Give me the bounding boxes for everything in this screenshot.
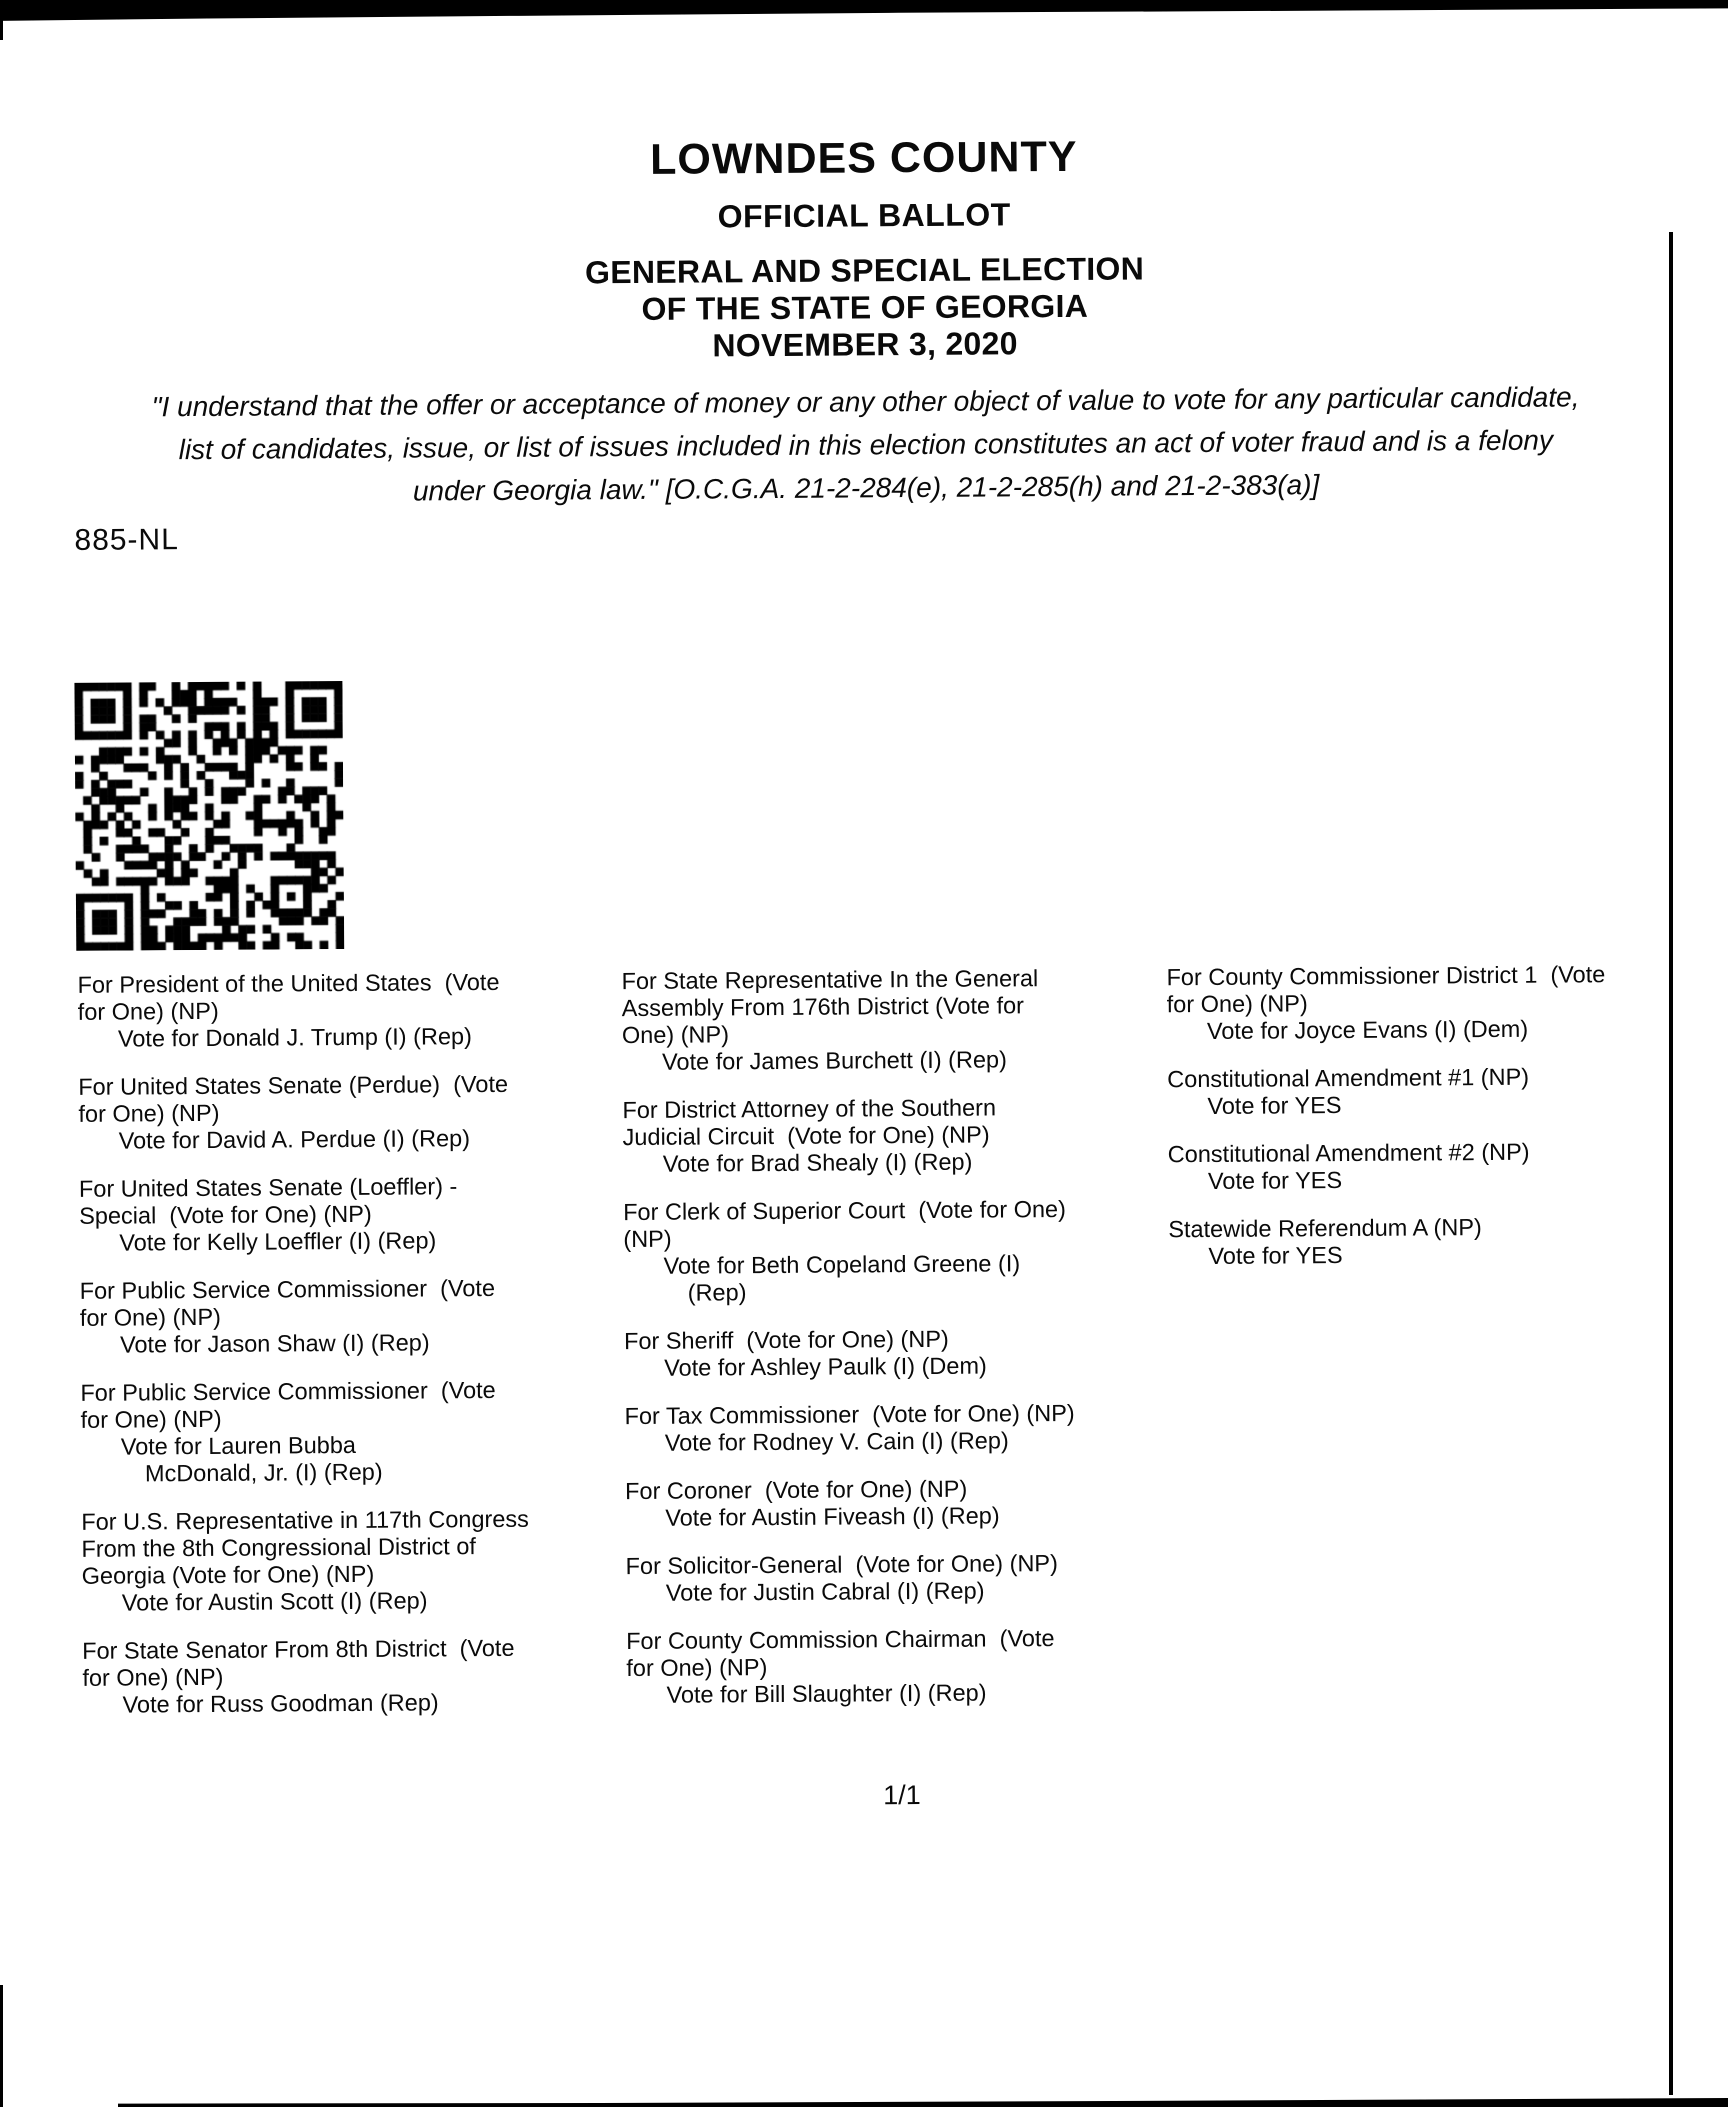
contest-title-line: (NP) [623, 1225, 672, 1253]
contest-title-line: Constitutional Amendment #2 (NP) [1167, 1138, 1530, 1168]
election-line: GENERAL AND SPECIAL ELECTION [584, 250, 1145, 291]
contest-title-line: For Tax Commissioner (Vote for One) (NP) [624, 1399, 1075, 1430]
contest-us-senate-perdue [78, 1070, 619, 1155]
contest-district-attorney [622, 1093, 1173, 1178]
election-line: OF THE STATE OF GEORGIA [641, 287, 1089, 327]
contest-selection-line: Vote for Donald J. Trump (I) (Rep) [117, 1023, 472, 1052]
contest-selection-line: Vote for Justin Cabral (I) (Rep) [665, 1577, 985, 1606]
contest-selection-line: Vote for Lauren Bubba [120, 1431, 357, 1460]
contest-title-line: For County Commission Chairman (Vote [626, 1625, 1055, 1655]
contest-title-line: for One) (NP) [77, 997, 219, 1025]
contest-solicitor-general [626, 1549, 1176, 1607]
contest-title-line: Special (Vote for One) (NP) [79, 1200, 372, 1229]
contest-title-line: for One) (NP) [79, 1303, 221, 1331]
contest-title-line: For United States Senate (Perdue) (Vote [78, 1070, 509, 1100]
contest-title-line: For Coroner (Vote for One) (NP) [625, 1475, 968, 1505]
contest-selection-line: Vote for YES [1207, 1092, 1342, 1119]
contest-selection-line: Vote for Ashley Paulk (I) (Dem) [664, 1352, 987, 1381]
disclaimer-line: under Georgia law." [O.C.G.A. 21-2-284(e), 21-2-285(h) and 21-2-383(a)] [412, 469, 1320, 507]
contest-selection-line: Vote for Kelly Loeffler (I) (Rep) [119, 1227, 437, 1256]
election-title [0, 246, 1728, 369]
contest-title-line: For County Commissioner District 1 (Vote [1166, 961, 1606, 991]
contest-us-rep-117th [81, 1505, 622, 1617]
contest-selection-line: Vote for Beth Copeland Greene (I) [663, 1250, 1021, 1279]
contest-selection-line: Vote for YES [1207, 1167, 1343, 1194]
contest-commission-chairman [626, 1624, 1177, 1709]
scan-left-edge-line [0, 1985, 3, 2107]
contest-title-line: For U.S. Representative in 117th Congress [81, 1505, 529, 1535]
contest-psc-2 [80, 1376, 621, 1488]
county-title: LOWNDES COUNTY [649, 132, 1078, 184]
disclaimer-line: list of candidates, issue, or list of issues included in this election constitutes an act of voter fraud and is a felony [178, 424, 1554, 466]
contest-selection-line: Vote for Austin Fiveash (I) (Rep) [665, 1502, 1000, 1531]
contest-selection-line: Vote for Austin Scott (I) (Rep) [121, 1587, 428, 1616]
contest-title-line: For President of the United States (Vote [77, 968, 500, 998]
contest-title-line: From the 8th Congressional District of [81, 1533, 477, 1562]
contest-county-commissioner-d1 [1166, 960, 1727, 1045]
contest-sheriff [624, 1324, 1174, 1382]
contest-tax-commissioner [624, 1399, 1174, 1457]
ballot-style-code: 885-NL [74, 523, 179, 557]
contest-column-3 [1166, 960, 1728, 1291]
contest-selection-line: McDonald, Jr. (I) (Rep) [144, 1458, 383, 1487]
contest-selection-line: Vote for Bill Slaughter (I) (Rep) [666, 1679, 987, 1708]
contest-title-line: For State Senator From 8th District (Vote [82, 1634, 515, 1664]
contest-column-1 [77, 968, 622, 1740]
contest-title-line: for One) (NP) [1166, 990, 1308, 1018]
contest-selection-line: Vote for YES [1208, 1242, 1343, 1269]
contest-title-line: for One) (NP) [626, 1654, 768, 1682]
contest-title-line: for One) (NP) [80, 1405, 222, 1433]
scan-right-edge-line [1669, 232, 1673, 2095]
contest-title-line: For Solicitor-General (Vote for One) (NP) [625, 1550, 1058, 1580]
contest-selection-line: Vote for Brad Shealy (I) (Rep) [662, 1148, 973, 1177]
contest-title-line: For District Attorney of the Southern [622, 1094, 997, 1124]
contest-title-line: for One) (NP) [78, 1099, 220, 1127]
contest-coroner [625, 1474, 1175, 1532]
contest-title-line: For Clerk of Superior Court (Vote for One) [623, 1195, 1066, 1226]
contest-selection-line: Vote for Russ Goodman (Rep) [122, 1689, 439, 1718]
ballot-title: OFFICIAL BALLOT [717, 196, 1011, 235]
disclaimer-line: "I understand that the offer or acceptance of money or any other object of value to vote for any particular candidate, [151, 381, 1580, 423]
contest-title-line: For Public Service Commissioner (Vote [80, 1376, 496, 1406]
scan-left-edge-tick [0, 16, 3, 40]
contest-title-line: for One) (NP) [82, 1663, 224, 1691]
contest-constitutional-amendment-2 [1168, 1137, 1728, 1195]
contest-title-line: One) (NP) [621, 1021, 730, 1049]
contest-column-2 [621, 964, 1176, 1730]
contest-president [77, 968, 618, 1053]
contest-psc-1 [80, 1274, 621, 1359]
contest-clerk-superior-court [623, 1195, 1174, 1307]
contest-title-line: For Public Service Commissioner (Vote [79, 1274, 496, 1304]
contest-statewide-referendum-a [1168, 1212, 1728, 1270]
contest-title-line: For United States Senate (Loeffler) - [78, 1173, 458, 1202]
contest-title-line: Assembly From 176th District (Vote for [621, 992, 1025, 1022]
contest-title-line: Judicial Circuit (Vote for One) (NP) [622, 1121, 990, 1151]
contest-state-rep-176th [621, 964, 1172, 1076]
contest-state-senator [82, 1634, 623, 1719]
contest-title-line: Georgia (Vote for One) (NP) [81, 1560, 375, 1589]
election-line: NOVEMBER 3, 2020 [712, 325, 1018, 364]
qr-code-icon [74, 681, 344, 951]
contest-title-line: For Sheriff (Vote for One) (NP) [623, 1325, 949, 1355]
contest-title-line: For State Representative In the General [621, 965, 1039, 995]
page-number: 1/1 [883, 1780, 921, 1811]
voter-fraud-disclaimer [45, 375, 1686, 515]
contest-selection-line: Vote for Joyce Evans (I) (Dem) [1206, 1015, 1529, 1044]
contest-us-senate-loeffler [79, 1172, 620, 1257]
contest-constitutional-amendment-1 [1167, 1062, 1727, 1120]
contest-selection-line: (Rep) [687, 1279, 747, 1306]
contest-selection-line: Vote for Jason Shaw (I) (Rep) [119, 1329, 430, 1358]
contest-title-line: Constitutional Amendment #1 (NP) [1167, 1063, 1530, 1093]
contest-selection-line: Vote for James Burchett (I) (Rep) [662, 1046, 1007, 1075]
contest-title-line: Statewide Referendum A (NP) [1168, 1214, 1482, 1243]
contest-selection-line: Vote for David A. Perdue (I) (Rep) [118, 1125, 471, 1154]
contest-selection-line: Vote for Rodney V. Cain (I) (Rep) [664, 1427, 1009, 1456]
